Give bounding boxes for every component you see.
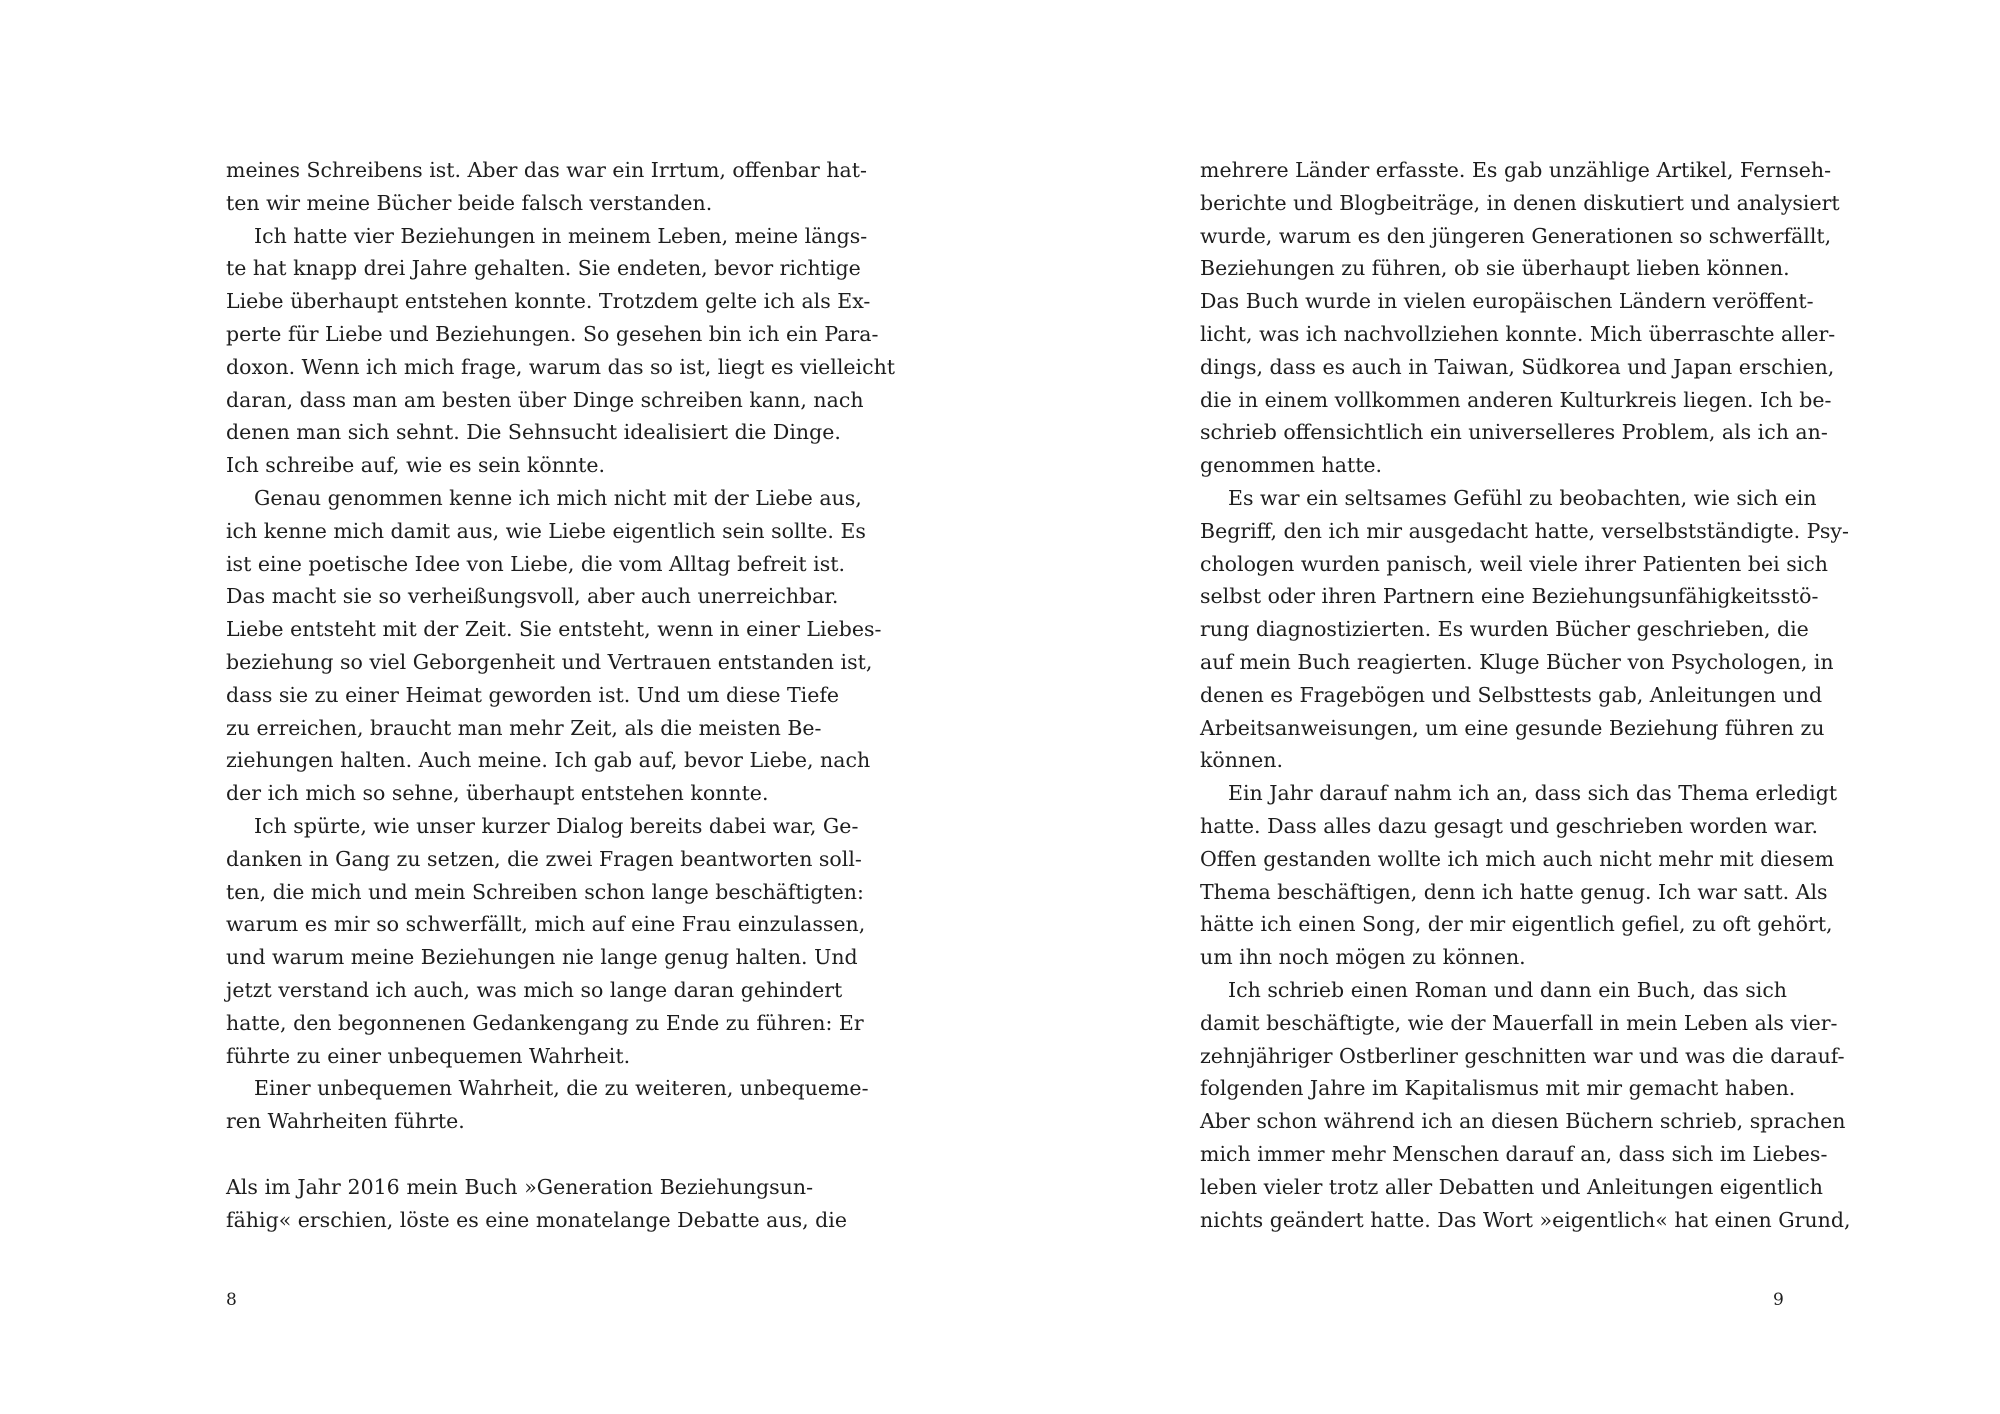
text-line: zehnjähriger Ostberliner geschnitten war und was die darauf- xyxy=(1200,1043,1845,1068)
text-line: Ich hatte vier Beziehungen in meinem Leben, meine längs- xyxy=(254,223,868,248)
text-line: Ich schreibe auf, wie es sein könnte. xyxy=(226,453,605,478)
text-line: ren Wahrheiten führte. xyxy=(226,1109,465,1134)
text-line: mich immer mehr Menschen darauf an, dass sich im Liebes- xyxy=(1200,1141,1828,1166)
right-page-text xyxy=(1200,154,1851,1236)
text-line: meines Schreibens ist. Aber das war ein Irrtum, offenbar hat- xyxy=(226,158,867,182)
text-line: dass sie zu einer Heimat geworden ist. Und um diese Tiefe xyxy=(226,682,840,707)
text-line: Ich spürte, wie unser kurzer Dialog bereits dabei war, Ge- xyxy=(254,813,859,838)
text-line: leben vieler trotz aller Debatten und Anleitungen eigentlich xyxy=(1200,1174,1823,1199)
text-line: dings, dass es auch in Taiwan, Südkorea und Japan erschien, xyxy=(1200,354,1835,379)
paragraph-gap xyxy=(226,1138,813,1171)
text-line: Offen gestanden wollte ich mich auch nicht mehr mit diesem xyxy=(1200,846,1835,871)
text-line: Das Buch wurde in vielen europäischen Ländern veröffent- xyxy=(1200,289,1814,314)
text-line: Das macht sie so verheißungsvoll, aber auch unerreichbar. xyxy=(226,584,839,609)
text-line: Einer unbequemen Wahrheit, die zu weiteren, unbequeme- xyxy=(254,1076,869,1101)
text-line: folgenden Jahre im Kapitalismus mit mir gemacht haben. xyxy=(1200,1076,1796,1101)
text-line: Beziehungen zu führen, ob sie überhaupt lieben können. xyxy=(1200,256,1790,281)
text-line: Begriff, den ich mir ausgedacht hatte, verselbstständigte. Psy- xyxy=(1200,518,1849,543)
text-line: ten wir meine Bücher beide falsch verstanden. xyxy=(226,190,713,215)
text-line: führte zu einer unbequemen Wahrheit. xyxy=(226,1043,631,1068)
text-line: ich kenne mich damit aus, wie Liebe eigentlich sein sollte. Es xyxy=(226,518,866,543)
text-line: Ich schrieb einen Roman und dann ein Buch, das sich xyxy=(1228,977,1787,1002)
text-line: der ich mich so sehne, überhaupt entstehen konnte. xyxy=(226,781,769,806)
left-page-number: 8 xyxy=(226,1290,237,1310)
right-page-number: 9 xyxy=(1773,1290,1784,1310)
text-line: Ein Jahr darauf nahm ich an, dass sich das Thema erledigt xyxy=(1228,781,1838,806)
text-line: berichte und Blogbeiträge, in denen diskutiert und analysiert xyxy=(1200,190,1840,215)
text-line: denen es Fragebögen und Selbsttests gab, Anleitungen und xyxy=(1200,682,1823,707)
text-line: ist eine poetische Idee von Liebe, die vom Alltag befreit ist. xyxy=(226,551,845,576)
text-line: hätte ich einen Song, der mir eigentlich gefiel, zu oft gehört, xyxy=(1200,912,1833,937)
text-line: Liebe überhaupt entstehen konnte. Trotzdem gelte ich als Ex- xyxy=(226,289,871,314)
text-line: rung diagnostizierten. Es wurden Bücher geschrieben, die xyxy=(1200,617,1809,642)
text-line: nichts geändert hatte. Das Wort »eigentlich« hat einen Grund, xyxy=(1200,1207,1851,1232)
text-line: Es war ein seltsames Gefühl zu beobachten, wie sich ein xyxy=(1228,485,1817,510)
text-line: Als im Jahr 2016 mein Buch »Generation Beziehungsun- xyxy=(226,1174,813,1199)
text-line: wurde, warum es den jüngeren Generationen so schwerfällt, xyxy=(1200,223,1832,248)
left-page-text xyxy=(226,154,896,1236)
text-line: chologen wurden panisch, weil viele ihrer Patienten bei sich xyxy=(1200,551,1828,576)
text-line: die in einem vollkommen anderen Kulturkreis liegen. Ich be- xyxy=(1200,387,1832,412)
text-line: jetzt verstand ich auch, was mich so lange daran gehindert xyxy=(226,977,843,1002)
text-line: damit beschäftigte, wie der Mauerfall in mein Leben als vier- xyxy=(1200,1010,1838,1035)
text-line: denen man sich sehnt. Die Sehnsucht idealisiert die Dinge. xyxy=(226,420,841,445)
text-line: ten, die mich und mein Schreiben schon lange beschäftigten: xyxy=(226,879,864,904)
text-line: Arbeitsanweisungen, um eine gesunde Beziehung führen zu xyxy=(1200,715,1825,740)
text-line: te hat knapp drei Jahre gehalten. Sie endeten, bevor richtige xyxy=(226,256,861,281)
text-line: selbst oder ihren Partnern eine Beziehungsunfähigkeitsstö- xyxy=(1200,584,1819,609)
text-line: Genau genommen kenne ich mich nicht mit der Liebe aus, xyxy=(254,485,862,510)
text-line: Thema beschäftigen, denn ich hatte genug. Ich war satt. Als xyxy=(1200,879,1828,904)
text-line: auf mein Buch reagierten. Kluge Bücher von Psychologen, in xyxy=(1200,649,1834,674)
text-line: warum es mir so schwerfällt, mich auf eine Frau einzulassen, xyxy=(226,912,866,937)
text-line: perte für Liebe und Beziehungen. So gesehen bin ich ein Para- xyxy=(226,321,879,346)
text-line: Liebe entsteht mit der Zeit. Sie entsteht, wenn in einer Liebes- xyxy=(226,617,882,642)
text-line: danken in Gang zu setzen, die zwei Fragen beantworten soll- xyxy=(226,846,862,871)
text-line: daran, dass man am besten über Dinge schreiben kann, nach xyxy=(226,387,864,412)
text-line: hatte, den begonnenen Gedankengang zu Ende zu führen: Er xyxy=(226,1010,864,1035)
text-line: beziehung so viel Geborgenheit und Vertrauen entstanden ist, xyxy=(226,649,873,674)
right-page xyxy=(1000,0,2000,1414)
text-line: mehrere Länder erfasste. Es gab unzählige Artikel, Fernseh- xyxy=(1200,158,1832,182)
text-line: hatte. Dass alles dazu gesagt und geschrieben worden war. xyxy=(1200,813,1818,838)
text-line: schrieb offensichtlich ein universelleres Problem, als ich an- xyxy=(1200,420,1828,445)
text-line: um ihn noch mögen zu können. xyxy=(1200,945,1526,970)
text-line: fähig« erschien, löste es eine monatelange Debatte aus, die xyxy=(226,1207,847,1232)
text-line: ziehungen halten. Auch meine. Ich gab auf, bevor Liebe, nach xyxy=(226,748,871,773)
text-line: licht, was ich nachvollziehen konnte. Mich überraschte aller- xyxy=(1200,321,1836,346)
text-line: können. xyxy=(1200,748,1284,773)
text-line: doxon. Wenn ich mich frage, warum das so ist, liegt es vielleicht xyxy=(226,354,896,379)
text-line: und warum meine Beziehungen nie lange genug halten. Und xyxy=(226,945,858,970)
text-line: Aber schon während ich an diesen Büchern schrieb, sprachen xyxy=(1200,1109,1846,1134)
text-line: genommen hatte. xyxy=(1200,453,1383,478)
text-line: zu erreichen, braucht man mehr Zeit, als die meisten Be- xyxy=(226,715,822,740)
